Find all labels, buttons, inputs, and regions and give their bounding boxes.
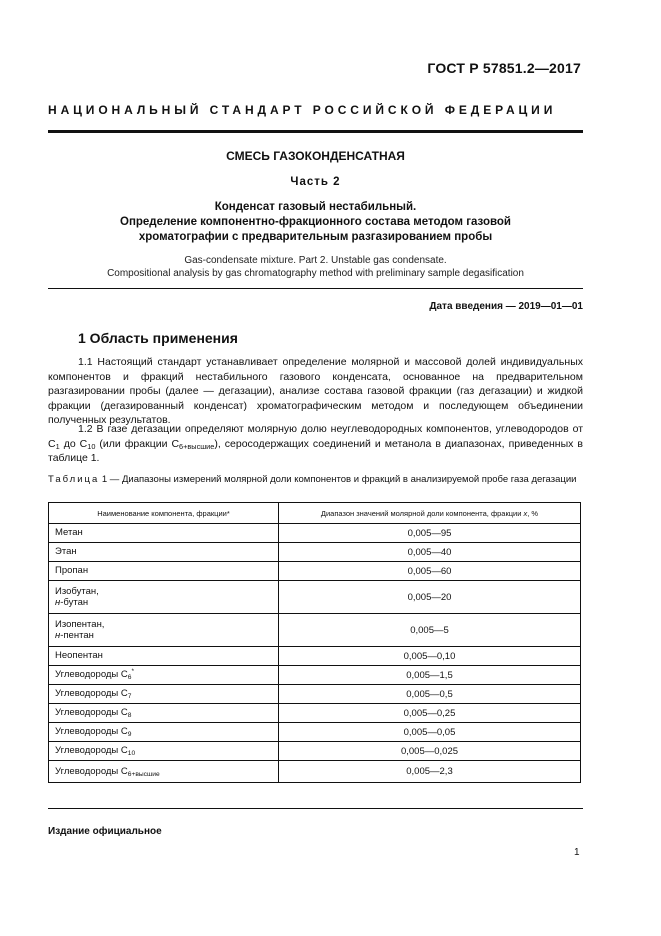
- paragraph-1-2: 1.2 В газе дегазации определяют молярную долю неуглеводородных компонентов, углеводородов от $C_1$ до $C_{10}$ (или фракции $C_{6+высшие}$), серосодержащих соединений и метанола в диапазонах, приведенных в таблице 1.: [48, 423, 583, 465]
- component-name: Углеводороды $C_6^*$: [49, 666, 279, 685]
- document-number: ГОСТ Р 57851.2—2017: [427, 60, 581, 76]
- subtitle-line: Конденсат газовый нестабильный.: [214, 201, 417, 213]
- component-name: Пропан: [49, 562, 279, 581]
- range-value: 0,005—0,5: [279, 685, 581, 704]
- page-number: 1: [574, 847, 580, 858]
- table-row: [49, 685, 581, 704]
- english-title: [48, 254, 583, 280]
- component-name: Углеводороды $C_{10}$: [49, 742, 279, 761]
- document-subtitle: [48, 200, 583, 245]
- table-row: [49, 704, 581, 723]
- table-row: [49, 581, 581, 614]
- range-value: 0,005—95: [279, 524, 581, 543]
- table-row: [49, 524, 581, 543]
- range-value: 0,005—0,25: [279, 704, 581, 723]
- official-edition-label: Издание официальное: [48, 826, 162, 837]
- range-value: 0,005—5: [279, 614, 581, 647]
- range-value: 0,005—0,05: [279, 723, 581, 742]
- table-caption-word: Таблица: [48, 474, 100, 485]
- subtitle-line: Определение компонентно-фракционного состава методом газовой: [120, 216, 511, 228]
- effective-date: Дата введения — 2019—01—01: [429, 301, 583, 312]
- table-caption: [48, 474, 583, 486]
- range-value: 0,005—0,025: [279, 742, 581, 761]
- range-value: 0,005—60: [279, 562, 581, 581]
- part-label: Часть 2: [290, 176, 341, 188]
- component-name: Метан: [49, 524, 279, 543]
- column-header-range: Диапазон значений молярной доли компонента, фракции x, %: [279, 503, 581, 524]
- range-value: 0,005—20: [279, 581, 581, 614]
- header-rule: [48, 130, 583, 133]
- section-heading: 1 Область применения: [78, 330, 238, 346]
- component-name: Неопентан: [49, 647, 279, 666]
- component-name: Углеводороды $C_7$: [49, 685, 279, 704]
- subtitle-line: хроматографии с предварительным разгазированием пробы: [138, 231, 493, 243]
- table-row: [49, 666, 581, 685]
- title-rule: [48, 288, 583, 289]
- table-row: [49, 647, 581, 666]
- component-name: Изобутан, н-бутан: [49, 581, 279, 614]
- range-value: 0,005—0,10: [279, 647, 581, 666]
- table-row: [49, 723, 581, 742]
- range-value: 0,005—40: [279, 543, 581, 562]
- english-title-line: Gas-condensate mixture. Part 2. Unstable gas condensate.: [184, 255, 447, 266]
- table-header-row: [49, 503, 581, 524]
- range-value: 0,005—2,3: [279, 761, 581, 783]
- component-name: Изопентан, н-пентан: [49, 614, 279, 647]
- table-row: [49, 543, 581, 562]
- footer-rule: [48, 808, 583, 809]
- english-title-line: Compositional analysis by gas chromatography method with preliminary sample degasification: [107, 268, 524, 279]
- paragraph-1-1: [48, 355, 583, 428]
- component-name: Этан: [49, 543, 279, 562]
- national-standard-banner: НАЦИОНАЛЬНЫЙ СТАНДАРТ РОССИЙСКОЙ ФЕДЕРАЦИИ: [48, 103, 557, 117]
- component-name: Углеводороды $C_{6+высшие}$: [49, 761, 279, 783]
- table-caption-text: 1 — Диапазоны измерений молярной доли компонентов и фракций в анализируемой пробе газа дегазации: [99, 474, 577, 485]
- table-row: [49, 761, 581, 783]
- table-row: [49, 614, 581, 647]
- column-header-component: Наименование компонента, фракции*: [49, 503, 279, 524]
- component-name: Углеводороды $C_9$: [49, 723, 279, 742]
- table-row: [49, 562, 581, 581]
- table-row: [49, 742, 581, 761]
- paragraph-text: 1.1 Настоящий стандарт устанавливает определение молярной и массовой долей индивидуальных компонентов и фракций нестабильного газового конденсата, основанное на предварительном разгазировании пробы (далее — дегазации), анализе состава газовой фракции (газ дегазации) и жидкой фракции (дегазированный конденсат) хроматографическим методом и последующем объединении полученных результатов.: [48, 356, 583, 427]
- component-name: Углеводороды $C_8$: [49, 704, 279, 723]
- range-value: 0,005—1,5: [279, 666, 581, 685]
- ranges-table: [48, 502, 581, 783]
- document-title: СМЕСЬ ГАЗОКОНДЕНСАТНАЯ: [226, 149, 405, 163]
